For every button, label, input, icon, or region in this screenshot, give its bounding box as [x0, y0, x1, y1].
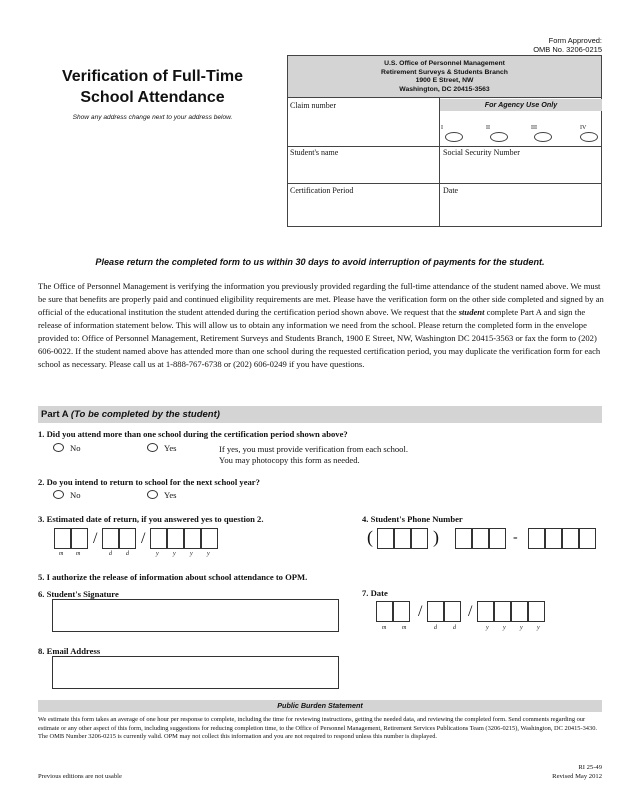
return-deadline-note: Please return the completed form to us within 30 days to avoid interruption of payments for the student. [95, 257, 545, 267]
phone-prefix-digit-1[interactable] [455, 528, 472, 549]
part-a-label: Part A [41, 409, 69, 420]
q3-d-label: d [109, 551, 112, 557]
agency-oval-ii [490, 132, 508, 142]
q7-year-digit-4[interactable] [528, 601, 545, 622]
q1-no-label: No [70, 443, 81, 453]
q1-note-line1: If yes, you must provide verification from each school. [219, 444, 409, 454]
q2-no-radio[interactable] [53, 490, 64, 499]
intro-paragraph [38, 280, 604, 371]
street-address: 1900 E Street, NW [415, 77, 474, 85]
phone-open-paren: ( [367, 527, 373, 547]
q7-y-label: y [520, 625, 523, 631]
date-label: Date [443, 186, 459, 195]
q2-yes-radio[interactable] [147, 490, 158, 499]
form-number: RI 25-49 [578, 764, 602, 771]
question-6: 6. Student's Signature [38, 589, 119, 599]
office-name: U.S. Office of Personnel Management [384, 60, 505, 67]
form-approval-block [533, 36, 602, 54]
q7-y-label: y [537, 625, 540, 631]
q7-slash-1: / [418, 603, 423, 620]
q2-yes-label: Yes [164, 490, 177, 500]
q3-month-digit-1[interactable] [54, 528, 71, 549]
q3-d-label: d [126, 551, 129, 557]
question-3: 3. Estimated date of return, if you answered yes to question 2. [38, 514, 264, 524]
phone-close-paren: ) [433, 527, 439, 547]
title-line2: School Attendance [80, 89, 225, 106]
q7-d-label: d [453, 625, 456, 631]
public-burden-header: Public Burden Statement [38, 700, 602, 712]
previous-editions-note: Previous editions are not usable [38, 773, 122, 780]
intro-text-1: The Office of Personnel Management is verifying the information you previously provided regarding the full-time attendance of the student named above. We must be sure that benefits are properly paid and continued eligibility requirements are met. Please have the verification form on the other side completed and signed by an official of the educational institution the student attended during the certification period shown above. We request that the [38, 281, 604, 317]
q7-year-digit-2[interactable] [494, 601, 511, 622]
q1-yes-label: Yes [164, 443, 177, 453]
q7-d-label: d [434, 625, 437, 631]
box-divider-2 [288, 183, 601, 184]
certification-period-label: Certification Period [290, 186, 354, 195]
q3-year-digit-2[interactable] [167, 528, 184, 549]
phone-dash: - [513, 530, 518, 545]
q3-day-digit-1[interactable] [102, 528, 119, 549]
q7-slash-2: / [468, 603, 473, 620]
phone-prefix-digit-2[interactable] [472, 528, 489, 549]
q1-no-radio[interactable] [53, 443, 64, 452]
question-7: 7. Date [362, 588, 388, 598]
form-revision-block [552, 764, 602, 781]
question-1: 1. Did you attend more than one school during the certification period shown above? [38, 429, 348, 439]
q7-m-label: m [382, 625, 387, 631]
agency-oval-iii [534, 132, 552, 142]
q3-day-digit-2[interactable] [119, 528, 136, 549]
address-change-note: Show any address change next to your address below. [72, 114, 233, 121]
ssn-label: Social Security Number [443, 148, 520, 157]
phone-line-digit-3[interactable] [562, 528, 579, 549]
claim-number-label: Claim number [290, 101, 336, 110]
phone-line-digit-1[interactable] [528, 528, 545, 549]
part-a-sublabel: (To be completed by the student) [70, 409, 220, 420]
title-line1: Verification of Full-Time [61, 68, 244, 85]
q7-month-digit-2[interactable] [393, 601, 410, 622]
phone-line-digit-4[interactable] [579, 528, 596, 549]
q7-y-label: y [503, 625, 506, 631]
q3-month-digit-2[interactable] [71, 528, 88, 549]
q7-y-label: y [486, 625, 489, 631]
intro-text-2: complete Part A and sign the release of information statement below. This will allow us to obtain any information we need from the school. Please return the completed form in the envelope provided to: Office of Personnel Management, Retirement Surveys and Students Branch, 1900 E Street, NW, Washington DC 20415-3563 or fax the form to (202) 606-0022. If the student named above has attended more than one school during the requested certification period, you may duplicate the verification form for each school as necessary. Please call us at 1-888-767-6738 or (202) 606-0249 if you have questions. [38, 307, 601, 369]
q3-slash-1: / [93, 530, 98, 547]
q1-yes-radio[interactable] [147, 443, 158, 452]
q7-month-digit-1[interactable] [376, 601, 393, 622]
phone-line-digit-2[interactable] [545, 528, 562, 549]
q2-no-label: No [70, 490, 81, 500]
box-divider-vertical [439, 98, 440, 226]
public-burden-text: We estimate this form takes an average of one hour per response to complete, including the time for reviewing instructions, getting the needed data, and reviewing the completed form. Send comments regarding our estimate or any other aspect of this form, including suggestions for reducing completion time, to the Office of Personnel Management, Retirement Services Publications Team (3206-0215), Washington, DC 20415-3430. The OMB Number 3206-0215 is currently valid. OPM may not collect this information and you are not required to respond unless this number is displayed. [38, 716, 597, 741]
roman-iv: IV [580, 125, 587, 131]
students-name-label: Student's name [290, 148, 339, 157]
q3-year-digit-4[interactable] [201, 528, 218, 549]
roman-ii: II [486, 125, 490, 131]
omb-number: OMB No. 3206-0215 [533, 45, 602, 54]
city-address: Washington, DC 20415-3563 [399, 85, 490, 93]
q3-y-label: y [207, 551, 210, 557]
q7-year-digit-1[interactable] [477, 601, 494, 622]
q3-m-label: m [76, 551, 81, 557]
signature-field[interactable] [52, 599, 339, 632]
roman-i: I [441, 125, 443, 131]
box-divider-1 [288, 146, 601, 147]
q7-day-digit-2[interactable] [444, 601, 461, 622]
opm-address-header [288, 56, 601, 98]
q3-year-digit-3[interactable] [184, 528, 201, 549]
question-5: 5. I authorize the release of information about school attendance to OPM. [38, 572, 308, 582]
q7-year-digit-3[interactable] [511, 601, 528, 622]
form-approved-text: Form Approved: [548, 36, 602, 45]
agency-oval-iv [580, 132, 598, 142]
q3-m-label: m [59, 551, 64, 557]
phone-area-digit-1[interactable] [377, 528, 394, 549]
roman-iii: III [531, 125, 537, 131]
phone-area-digit-3[interactable] [411, 528, 428, 549]
q7-m-label: m [402, 625, 407, 631]
q3-y-label: y [190, 551, 193, 557]
q7-day-digit-1[interactable] [427, 601, 444, 622]
branch-name: Retirement Surveys & Students Branch [381, 68, 508, 76]
intro-emphasis: student [458, 307, 485, 317]
q3-slash-2: / [141, 530, 146, 547]
agency-use-label: For Agency Use Only [440, 99, 602, 111]
question-8: 8. Email Address [38, 646, 101, 656]
q1-note-line2: You may photocopy this form as needed. [219, 455, 360, 465]
q1-note [219, 444, 408, 466]
q3-y-label: y [173, 551, 176, 557]
question-4: 4. Student's Phone Number [362, 514, 463, 524]
q3-y-label: y [156, 551, 159, 557]
phone-prefix-digit-3[interactable] [489, 528, 506, 549]
q3-year-digit-1[interactable] [150, 528, 167, 549]
part-a-header [38, 406, 602, 423]
form-title [40, 66, 265, 108]
email-field[interactable] [52, 656, 339, 689]
phone-area-digit-2[interactable] [394, 528, 411, 549]
question-2: 2. Do you intend to return to school for the next school year? [38, 477, 260, 487]
revised-date: Revised May 2012 [552, 772, 602, 780]
agency-oval-i [445, 132, 463, 142]
